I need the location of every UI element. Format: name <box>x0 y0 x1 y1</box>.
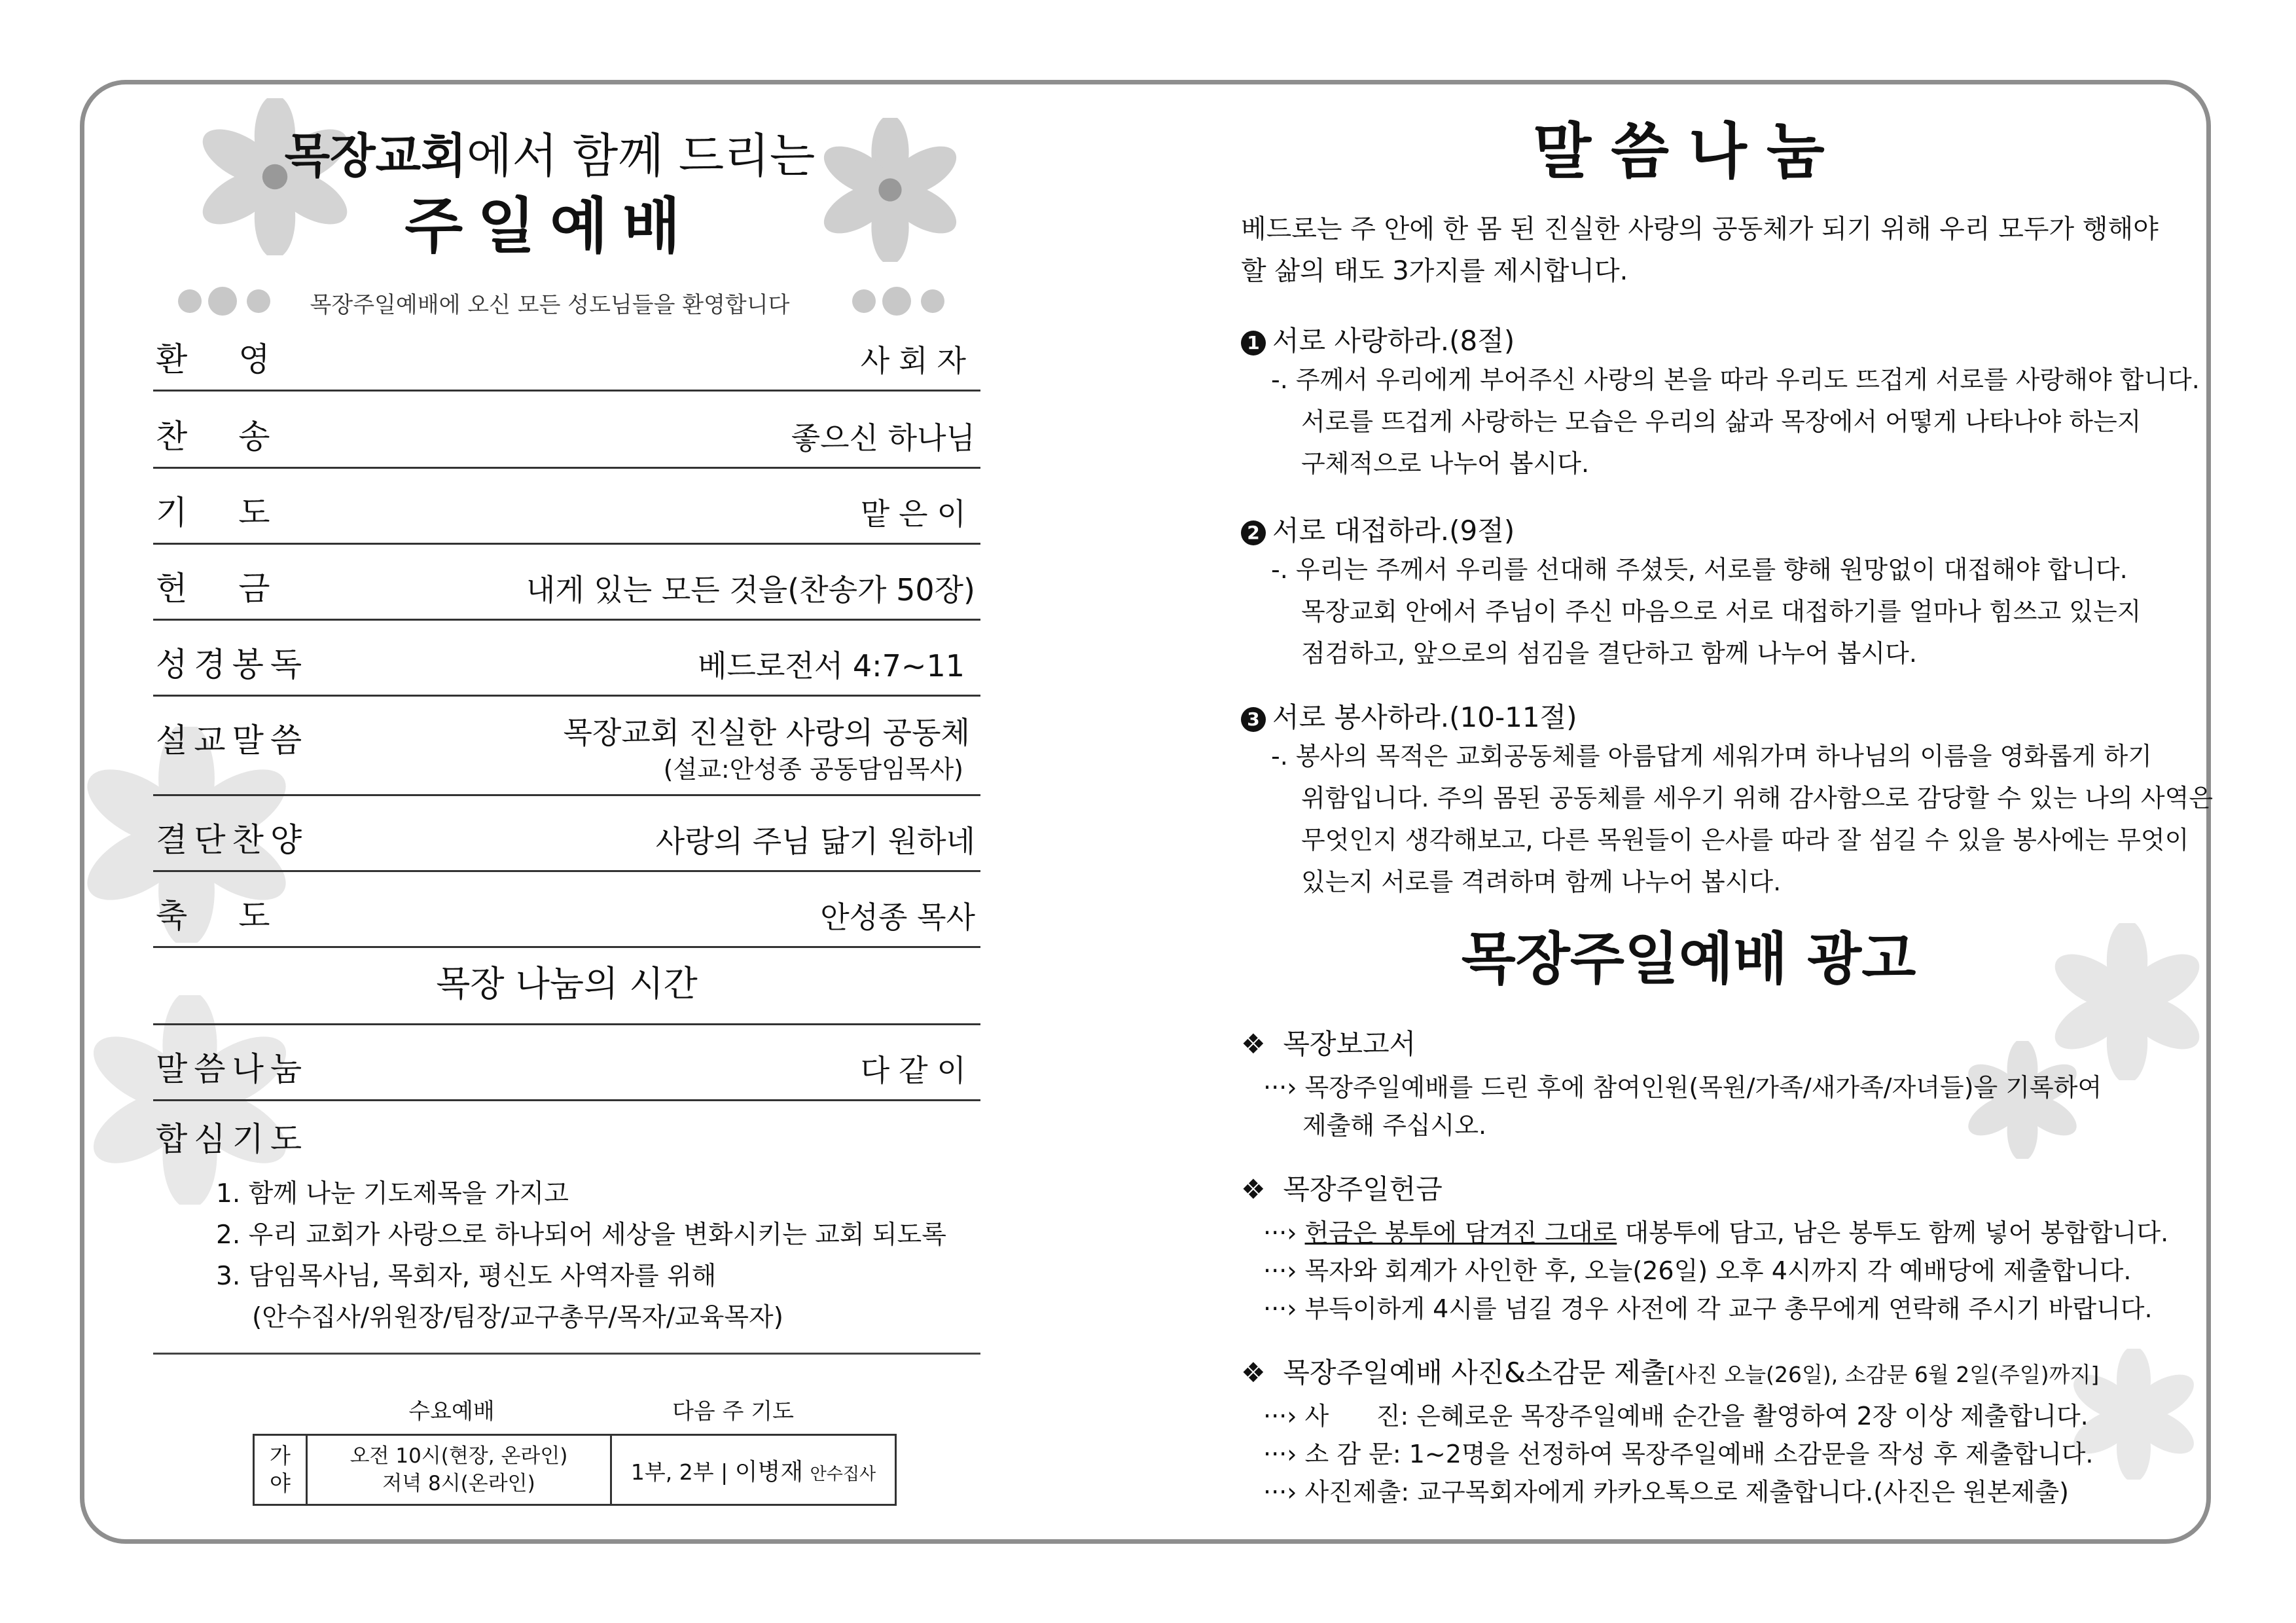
schedule-table <box>253 1434 897 1506</box>
order-label: 기도 <box>156 494 321 532</box>
section-3 <box>1241 696 2213 903</box>
section-line: 점검하고, 앞으로의 섬김을 결단하고 함께 나누어 봅시다. <box>1301 639 1917 668</box>
welcome-text: 목장주일예배에 오신 모든 성도님들을 환영합니다 <box>310 292 790 318</box>
announcement-body <box>1241 1214 2168 1328</box>
section-line: 있는지 서로를 격려하며 함께 나누어 봅시다. <box>1301 867 1782 896</box>
diamond-bullet-icon: ❖ <box>1241 1173 1266 1205</box>
prayer-list <box>216 1173 946 1338</box>
announcement-line: 제출해 주십시오. <box>1302 1111 1487 1140</box>
section-line: 위함입니다. 주의 몸된 공동체를 세우기 위해 감사함으로 감당할 수 있는 나의 사역은 <box>1301 784 2214 812</box>
wednesday-time-line: 저녁 8시(온라인) <box>382 1472 535 1495</box>
order-label: 말씀나눔 <box>156 1050 309 1088</box>
announcement-underlined: 헌금은 봉투에 담겨진 그대로 <box>1304 1218 1617 1247</box>
next-week-prayer: 1부, 2부 | 이병재 안수집사 <box>611 1435 896 1505</box>
announcement-body <box>1241 1397 2099 1511</box>
section-1 <box>1241 319 2200 484</box>
church-name: 목장교회 <box>284 128 467 183</box>
wednesday-time-line: 오전 10시(현장, 온라인) <box>350 1444 568 1468</box>
schedule-row-label: 가야 <box>254 1435 307 1505</box>
section-body <box>1241 549 2141 674</box>
sermon-preacher: (설교:안성종 공동담임목사) <box>663 755 963 784</box>
order-label: 헌금 <box>156 570 321 608</box>
section-number-icon: 3 <box>1241 707 1266 732</box>
announcement-heading <box>1241 1023 2102 1062</box>
section-line: -. 우리는 주께서 우리를 선대해 주셨듯, 서로를 향해 원망없이 대접해야 합니다. <box>1271 555 2128 584</box>
section-heading <box>1241 319 2200 359</box>
section-heading <box>1241 509 2141 549</box>
announcement-heading <box>1241 1168 2168 1207</box>
sermon-title: 목장교회 진실한 사랑의 공동체 <box>563 715 970 750</box>
arrow-bullet-icon: ···› <box>1263 1218 1297 1247</box>
order-value: 다같이 <box>860 1053 975 1088</box>
announcement-heading-text: 목장주일헌금 <box>1283 1173 1443 1205</box>
section-body <box>1241 359 2200 484</box>
section-line: 무엇인지 생각해보고, 다른 목원들이 은사를 따라 잘 섬길 수 있을 봉사에는 무엇이 <box>1301 826 2189 854</box>
order-row <box>153 1023 980 1101</box>
section-number-icon: 2 <box>1241 520 1266 545</box>
order-value: 좋으신 하나님 <box>791 420 975 456</box>
order-row <box>153 467 980 545</box>
order-label: 환영 <box>156 340 321 378</box>
section-heading-text: 서로 대접하라.(9절) <box>1272 515 1515 547</box>
arrow-bullet-icon: ···› <box>1263 1294 1297 1323</box>
next-prayer-name: 이병재 <box>734 1458 804 1486</box>
section-line: 서로를 뜨겁게 사랑하는 모습은 우리의 삶과 목장에서 어떻게 나타나야 하는지 <box>1301 407 2142 436</box>
order-label: 찬송 <box>156 418 321 456</box>
order-value: 사회자 <box>860 343 975 378</box>
order-row <box>153 870 980 948</box>
section-number-icon: 1 <box>1241 331 1266 356</box>
order-row <box>153 543 980 621</box>
announcement-3 <box>1241 1351 2099 1511</box>
sharing-title-row <box>153 946 980 1025</box>
section-body <box>1241 735 2213 903</box>
section-line: -. 봉사의 목적은 교회공동체를 아름답게 세워가며 하나님의 이름을 영화롭게 하기 <box>1271 742 2152 771</box>
intro-paragraph: 베드로는 주 안에 한 몸 된 진실한 사랑의 공동체가 되기 위해 우리 모두가 행해야 할 삶의 태도 3가지를 제시합니다. <box>1241 214 2159 286</box>
order-row <box>153 794 980 872</box>
header-line1 <box>216 118 884 186</box>
section-line: 목장교회 안에서 주님이 주신 마음으로 서로 대접하기를 얼마나 힘쓰고 있는지 <box>1301 597 2142 626</box>
divider <box>153 1353 980 1355</box>
section-heading-text: 서로 봉사하라.(10-11절) <box>1272 701 1577 733</box>
order-value: 안성종 목사 <box>820 900 975 935</box>
announcement-line: 대봉투에 담고, 남은 봉투도 함께 넣어 봉합합니다. <box>1617 1218 2169 1247</box>
section-line: -. 주께서 우리에게 부어주신 사랑의 본을 따라 우리도 뜨겁게 서로를 사랑해야 합니다. <box>1271 365 2200 394</box>
announcement-line: 목장주일예배를 드린 후에 참여인원(목원/가족/새가족/자녀들)을 기록하여 <box>1304 1073 2102 1102</box>
announcement-heading <box>1241 1351 2099 1391</box>
prayer-label: 합심기도 <box>156 1120 309 1158</box>
prayer-item: 1. 함께 나눈 기도제목을 가지고 <box>216 1179 569 1209</box>
announcement-heading-text: 목장보고서 <box>1283 1028 1416 1060</box>
order-label: 성경봉독 <box>156 646 309 684</box>
announcement-line: 사 진: 은혜로운 목장주일예배 순간을 촬영하여 2장 이상 제출합니다. <box>1304 1402 2089 1431</box>
worship-title: 주일예배 <box>404 191 695 261</box>
order-value: 사랑의 주님 닮기 원하네 <box>655 824 975 859</box>
section-line: 구체적으로 나누어 봅시다. <box>1301 449 1590 478</box>
order-value: 내게 있는 모든 것을(찬송가 50장) <box>526 572 975 608</box>
announcement-line: 사진제출: 교구목회자에게 카카오톡으로 제출합니다.(사진은 원본제출) <box>1304 1478 2069 1506</box>
order-value: 맡은이 <box>860 496 975 532</box>
announcement-title: 목장주일예배 광고 <box>1461 926 1916 992</box>
section-heading-text: 서로 사랑하라.(8절) <box>1272 325 1515 357</box>
prayer-item: 3. 담임목사님, 목회자, 평신도 사역자를 위해 <box>216 1262 717 1291</box>
arrow-bullet-icon: ···› <box>1263 1256 1297 1285</box>
prayer-item: (안수집사/위원장/팀장/교구총무/목자/교육목자) <box>252 1303 783 1332</box>
section-heading <box>1241 696 2213 735</box>
announcement-heading-text: 목장주일예배 사진&소감문 제출 <box>1283 1357 1668 1389</box>
right-title: 말씀나눔 <box>1533 117 1844 187</box>
wednesday-times <box>307 1435 611 1505</box>
order-label: 축도 <box>156 897 321 935</box>
announcement-2 <box>1241 1168 2168 1328</box>
next-prayer-title: 안수집사 <box>810 1464 876 1484</box>
announcement-note: [사진 오늘(26일), 소감문 6월 2일(주일)까지] <box>1667 1362 2100 1387</box>
sharing-section-title: 목장 나눔의 시간 <box>436 963 698 1004</box>
prayer-item: 2. 우리 교회가 사랑으로 하나되어 세상을 변화시키는 교회 되도록 <box>216 1220 946 1250</box>
arrow-bullet-icon: ···› <box>1263 1440 1297 1468</box>
order-label: 결단찬양 <box>156 821 309 859</box>
order-row <box>153 334 980 392</box>
arrow-bullet-icon: ···› <box>1263 1478 1297 1506</box>
next-prayer-service: 1부, 2부 <box>630 1459 714 1485</box>
order-row <box>153 695 980 796</box>
schedule-col2-header: 다음 주 기도 <box>672 1398 794 1425</box>
announcement-line: 부득이하게 4시를 넘길 경우 사전에 각 교구 총무에게 연락해 주시기 바랍니다. <box>1304 1294 2153 1323</box>
announcement-1 <box>1241 1023 2102 1144</box>
diamond-bullet-icon: ❖ <box>1241 1028 1266 1060</box>
diamond-bullet-icon: ❖ <box>1241 1357 1266 1389</box>
arrow-bullet-icon: ···› <box>1263 1402 1297 1431</box>
order-value: 베드로전서 4:7~11 <box>698 648 965 684</box>
order-label: 설교말씀 <box>156 721 309 759</box>
announcement-body <box>1241 1068 2102 1144</box>
schedule-col1-header: 수요예배 <box>408 1398 495 1425</box>
order-row <box>153 390 980 469</box>
announcement-line: 목자와 회계가 사인한 후, 오늘(26일) 오후 4시까지 각 예배당에 제출합니다. <box>1304 1256 2132 1285</box>
header-line1-rest: 에서 함께 드리는 <box>466 128 816 183</box>
order-row <box>153 619 980 697</box>
arrow-bullet-icon: ···› <box>1263 1073 1297 1102</box>
section-2 <box>1241 509 2141 674</box>
announcement-line: 소 감 문: 1~2명을 선정하여 목장주일예배 소감문을 작성 후 제출합니다. <box>1304 1440 2094 1468</box>
